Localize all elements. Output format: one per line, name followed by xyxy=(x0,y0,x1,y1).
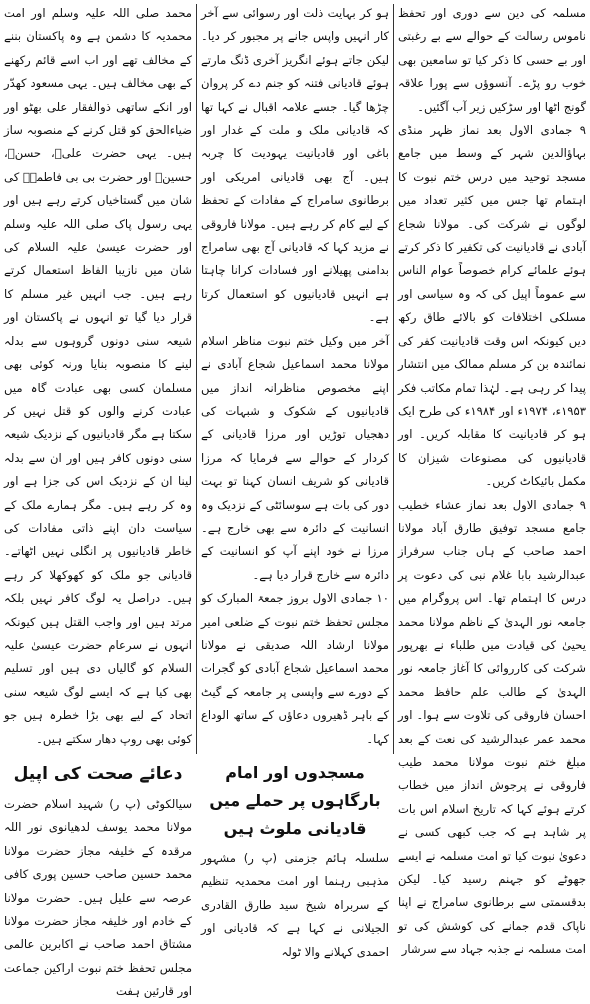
section-title: دعائے صحت کی اپیل xyxy=(13,764,183,784)
paragraph: سلسلہ ہائم جزمنی (پ ر) مشہور مذہبی رہنما اور امت محمدیہ تنظیم کے سربراہ شیخ سید طارق القادری الجیلانی نے کہا ہے کہ قادیانی اور احمدی کہلانے والا ٹولہ xyxy=(201,851,390,959)
paragraph: سیالکوٹی (پ ر) شہید اسلام حضرت مولانا محمد یوسف لدھیانوی نور اللہ مرقدہ کے خلیفہ مجاز حضرت مولانا محمد حسین صاحب حسین پوری کافی عرصہ سے علیل ہیں۔ حضرت مولانا کے خادم اور خلیفہ مجاز حضرت مولانا مشتاق احمد صاحب نے اکابرین عالمی مجلس تحفظ ختم نبوت اراکین جماعت اور قارئین ہفت xyxy=(4,797,193,999)
paragraph: ہو کر بہایت ذلت اور رسوائی سے آخر کار انہیں واپس جانے پر مجبور کر دیا۔ لیکن جاتے ہوئے انگریز آخری ڈنگ مارتے ہوئے قادیانی فتنہ کو جنم دے کر پروان چڑھا گیا۔ جسے علامہ اقبال نے کہا تھا کہ قادیانی ملک و ملت کے غدار اور باغی اور قادیانیت یہودیت کا چربہ ہیں۔ آج بھی قادیانی امریکی اور برطانوی سامراج کے مفادات کے تحفظ کے لیے کام کر رہے ہیں۔ مولانا فاروقی نے مزید کہا کہ قادیانی آج بھی سامراج بدامنی پھیلانے اور فسادات کرانا چاہتا ہے انہیں قادیانیوں کو استعمال کرتا ہے۔ xyxy=(201,6,390,325)
column-divider xyxy=(196,4,197,754)
news-headline: مسجدوں اور امام بارگاہوں پر حملے میں قادیانی ملوث ہیں xyxy=(209,763,381,838)
paragraph: ۹ جمادی الاول بعد نماز ظہر منڈی بہاؤالدین شہر کے وسط میں جامع مسجد توحید میں درس ختم نبوت کا اہتمام تھا جس میں کثیر تعداد میں لوگوں نے شرکت کی۔ مولانا شجاع آبادی نے قادیانیت کی تکفیر کا ذکر کرتے ہوئے علمائے کرام خصوصاً عوام الناس سے عموماً اپیل کی کہ وہ سیاسی اور مسلکی اختلافات کو بالائے طاق رکھ دیں کیونکہ اس وقت قادیانیت کفر کی نمائندہ بن کر مسلم ممالک میں انتشار پیدا کر رہی ہے۔ لہٰذا تمام مکاتب فکر ۱۹۵۳ء، ۱۹۷۴ء اور ۱۹۸۴ء کی طرح ایک ہو کر قادیانیت کا مقابلہ کریں۔ اور قادیانیوں کی مصنوعات شیزان کا مکمل بائیکاٹ کریں۔ xyxy=(398,123,586,489)
paragraph: آخر میں وکیل ختم نبوت مناظر اسلام مولانا محمد اسماعیل شجاع آبادی نے اپنے مخصوص مناظرانہ انداز میں قادیانیوں کے شکوک و شبہات کی دھجیاں توڑیں اور مرزا قادیانی کے کردار کے حوالے سے فرمایا کہ مرزا قادیانی کو شریف انسان کہنا تو بہت دور کی بات ہے سوسائٹی کے نزدیک وہ انسانیت کے دائرہ سے بھی خارج ہے۔ مرزا نے خود اپنے آپ کو انسانیت کے دائرہ سے خارج قرار دیا ہے۔ xyxy=(201,333,390,582)
paragraph: مسلمہ کی دین سے دوری اور تحفظ ناموس رسالت کے حوالے سے بے رغبتی اور بے حسی کا ذکر کیا تو سامعین بھی خوب رو پڑے۔ آنسوؤں سے پورا علاقہ گونج اٹھا اور سڑکیں زیر آب آگئیں۔ xyxy=(398,6,586,114)
column-right xyxy=(398,2,586,957)
paragraph: محمد صلی اللہ علیہ وسلم اور امت محمدیہ کا دشمن ہے وہ پاکستان بننے کے مخالف تھے اور اب اسے قائم رکھنے کے بھی مخالف ہیں۔ یہی مسعود کھدّر اور انکے ساتھی ذوالفقار علی بھٹو اور ضیاءالحق کو قتل کرنے کے منصوبہ ساز ہیں۔ یہی حضرت علیؓ، حسنؓ، حسینؓ اور حضرت بی بی فاطمہؓ کی شان میں گستاخیاں کرتے رہے ہیں اور یہی رسول پاک صلی اللہ علیہ وسلم اور حضرت عیسیٰ علیہ السلام کی شان میں نازیبا الفاظ استعمال کرتے رہے ہیں۔ جب انہیں غیر مسلم کا قرار دیا گیا تو انہوں نے پاکستان اور شیعہ سنی دونوں گروہوں سے بدلہ لینے کا منصوبہ بنایا ورنہ کوئی بھی مسلمان کسی بھی عبادت گاہ میں عبادت کرنے والوں کو قتل نہیں کر سکتا ہے مگر قادیانیوں کے نزدیک شیعہ سنی دونوں کافر ہیں اور ان سے بدلہ لینا ان کے نزدیک اس کی جزا ہے اور وہ کر رہے ہیں۔ مگر ہمارے ملک کے سیاست دان اپنے ذاتی مفادات کی خاطر قادیانیوں پر انگلی نہیں اٹھاتے۔ قادیانی جو ملک کو کھوکھلا کر رہے ہیں۔ دراصل یہ لوگ کافر نہیں بلکہ مرتد ہیں اور واجب القتل ہیں کیونکہ انہوں نے سرعام حضرت عیسیٰ علیہ السلام کو گالیاں دی ہیں اور تسلیم بھی کیا ہے کہ ایسے لوگ شیعہ سنی اتحاد کے لیے بھی بڑا خطرہ ہیں جو کوئی بھی روپ دھار سکتے ہیں۔ xyxy=(4,6,193,746)
column-middle xyxy=(201,2,390,959)
column-left xyxy=(4,2,193,999)
column-divider xyxy=(393,4,394,754)
paragraph: ۱۰ جمادی الاول بروز جمعۃ المبارک کو مجلس تحفظ ختم نبوت کے ضلعی امیر مولانا ارشاد اللہ صدیقی نے مولانا محمد اسماعیل شجاع آبادی کو گجرات کے دورے سے واپسی پر جامعہ کے گیٹ کے باہر ڈھیروں دعاؤں کے ساتھ الوداع کہا۔ xyxy=(201,591,390,746)
paragraph: ۹ جمادی الاول بعد نماز عشاء خطیب جامع مسجد توفیق طارق آباد مولانا احمد صاحب کے ہاں جناب سرفراز عبدالرشید بابا غلام نبی کی دعوت پر درس کا اہتمام تھا۔ اس پروگرام میں جامعہ نور الہدیٰ کے ناظم مولانا محمد یحییٰ کی قیادت میں طلباء نے بھرپور شرکت کی کارروائی کا آغاز جامعہ نور الہدیٰ کے طالب علم حافظ محمد احسان فاروقی کی تلاوت سے ہوا۔ اور محمد عمر عبدالرشید کی نعت کے بعد مبلغ ختم نبوت مولانا محمد طیب فاروقی نے پرجوش انداز میں خطاب کرتے ہوئے کہا کہ تاریخ اسلام اس بات پر شاہد ہے کہ جب کبھی کسی نے دعویٰ نبوت کیا تو امت مسلمہ نے ایسے جھوٹے کو جہنم رسید کیا۔ لیکن بدقسمتی سے برطانوی سامراج نے اپنا ناپاک قدم جمانے کی کوشش کی تو امت مسلمہ نے جذبہ جہاد سے سرشار xyxy=(398,497,586,957)
